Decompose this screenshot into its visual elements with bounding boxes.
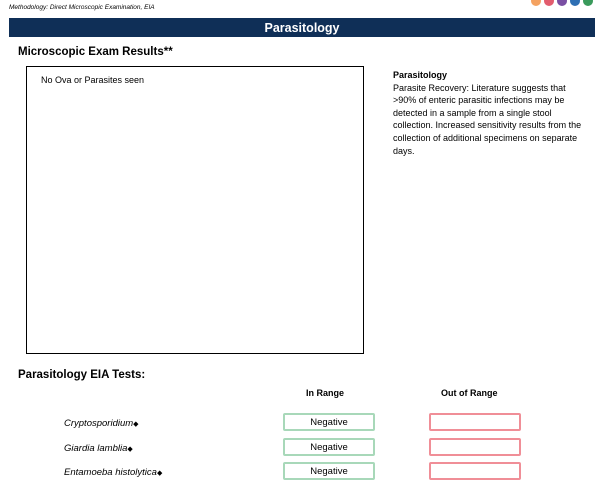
out-of-range-result (429, 462, 521, 480)
methodology-note: Methodology: Direct Microscopic Examination, EIA (9, 4, 155, 11)
brand-dots (531, 0, 601, 6)
brand-dot (557, 0, 567, 6)
brand-dot (531, 0, 541, 6)
out-of-range-result (429, 413, 521, 431)
test-name-row (64, 443, 133, 454)
in-range-header: In Range (306, 388, 345, 398)
marker-icon: ◆ (156, 470, 163, 477)
test-name: Cryptosporidium (64, 418, 134, 429)
brand-dot (583, 0, 593, 6)
side-note-body: Parasite Recovery: Literature suggests that >90% of enteric parasitic infections may be detected in a sample from a single stool collection. Increased sensitivity results from the collection of additional specimens on separate days. (393, 82, 582, 156)
out-of-range-header: Out of Range (441, 388, 498, 398)
eia-tests-title: Parasitology EIA Tests: (18, 369, 146, 381)
side-note-heading: Parasitology (393, 70, 448, 80)
brand-dot (544, 0, 554, 6)
in-range-result: Negative (283, 438, 375, 456)
in-range-result: Negative (283, 462, 375, 480)
out-of-range-result (429, 438, 521, 456)
section-banner (9, 18, 595, 37)
marker-icon: ◆ (133, 421, 139, 428)
brand-dot (570, 0, 580, 6)
test-name: Giardia lamblia (64, 443, 128, 454)
microscopic-result-text: No Ova or Parasites seen (41, 75, 145, 85)
test-name-row (64, 418, 139, 429)
banner-title: Parasitology (264, 20, 340, 35)
marker-icon: ◆ (127, 446, 133, 453)
test-name: Entamoeba histolytica (64, 467, 157, 478)
side-note (393, 69, 583, 157)
microscopic-results-box (26, 66, 364, 354)
microscopic-results-title: Microscopic Exam Results** (18, 46, 173, 58)
in-range-result: Negative (283, 413, 375, 431)
test-name-row (64, 467, 162, 478)
